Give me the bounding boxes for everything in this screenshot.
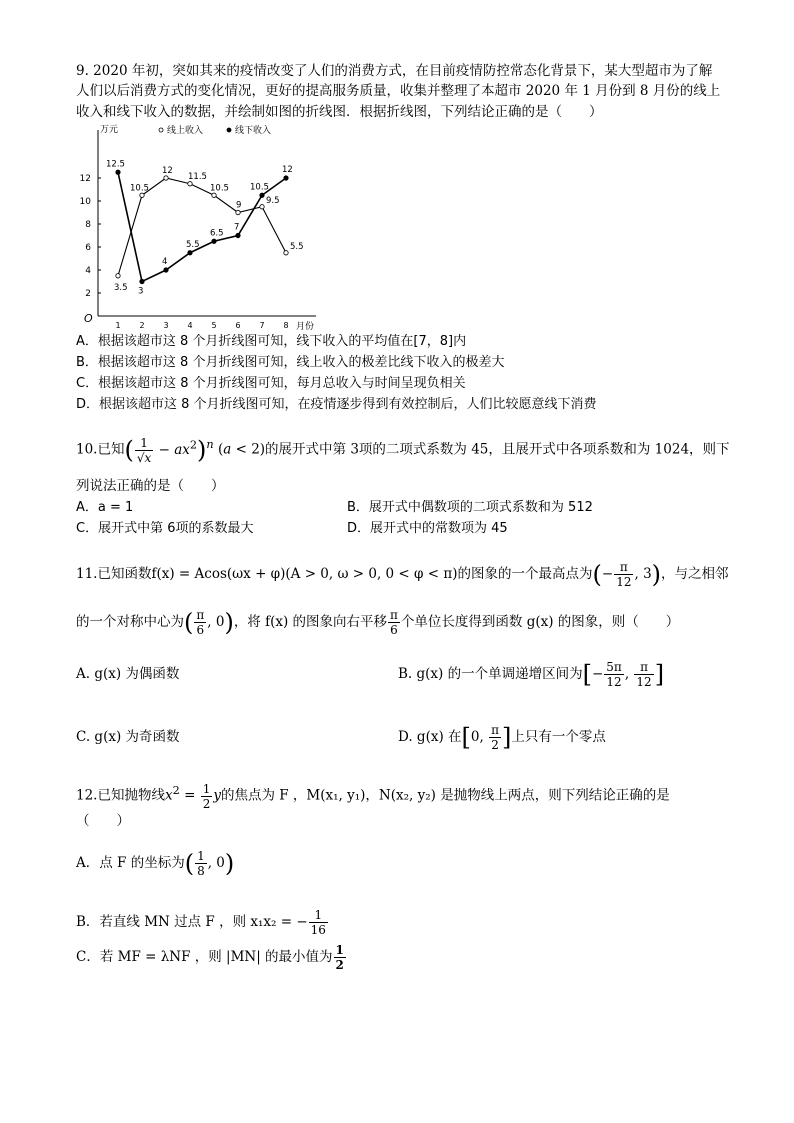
q9-option-b[interactable]: B．根据该超市这 8 个月折线图可知，线上收入的极差比线下收入的极差大 bbox=[76, 355, 505, 370]
x-tick-label: 5 bbox=[211, 321, 217, 330]
x-tick-label: 3 bbox=[163, 321, 169, 330]
y-axis-label: 万元 bbox=[100, 125, 119, 135]
data-label: 12.5 bbox=[106, 159, 125, 170]
data-point bbox=[188, 251, 192, 255]
q11-option-a[interactable]: A. g(x) 为偶函数 bbox=[76, 666, 180, 682]
data-point bbox=[212, 239, 216, 243]
data-label: 10.5 bbox=[250, 182, 269, 193]
q12-option-a-label: A．点 F 的坐标为 bbox=[76, 855, 185, 871]
x-tick-label: 6 bbox=[235, 321, 241, 330]
q12-stem: 12.已知抛物线$x^2$ = $\frac{1}{2}$ y的焦点为 F ，M(x₁, y₁)，N(x₂, y₂) 是抛物线上两点，则下列结论正确的是 bbox=[76, 781, 670, 811]
q9-option-d[interactable]: D．根据该超市这 8 个月折线图可知，在疫情逐步得到有效控制后，人们比较愿意线下消费 bbox=[76, 397, 597, 412]
legend-label: 线下收入 bbox=[235, 126, 272, 136]
q10-formula-term: − $ax^2$ bbox=[154, 438, 198, 458]
q11-stem-tail: ，与之相邻 bbox=[661, 566, 729, 582]
q10-option-b[interactable]: B．展开式中偶数项的二项式系数和为 512 bbox=[347, 500, 593, 515]
q10-stem-mid: 的展开式中第 3项的二项式系数为 45，且展开式中各项系数和为 1024，则下 bbox=[265, 441, 730, 458]
q11-line2-c: 个单位长度得到函数 g(x) 的图象，则（ ） bbox=[400, 614, 680, 630]
y-tick-label: 6 bbox=[85, 243, 91, 253]
data-point bbox=[188, 182, 192, 186]
data-point bbox=[164, 268, 168, 272]
data-point bbox=[260, 205, 264, 209]
y-tick-label: 2 bbox=[85, 289, 91, 299]
q10-prefix: 10.已知 bbox=[76, 441, 125, 458]
data-point bbox=[236, 210, 240, 214]
data-point bbox=[284, 251, 288, 255]
q11-option-d-label: D. g(x) 在 bbox=[398, 729, 462, 745]
q11-stem: 11.已知函数f(x) = Acos(ωx + φ)(A > 0, ω > 0, 0 < φ < π)的图象的一个最高点为(− $\frac{\pi}{12}$ , 3)，与之相邻 bbox=[76, 560, 729, 589]
data-label: 5.5 bbox=[290, 241, 304, 252]
data-point bbox=[116, 274, 120, 278]
q11-option-b-label: B. g(x) 的一个单调递增区间为 bbox=[398, 666, 583, 682]
q11-line2-b: ，将 f(x) 的图象向右平移 bbox=[233, 614, 388, 630]
data-label: 10.5 bbox=[210, 183, 229, 194]
data-point bbox=[236, 233, 240, 237]
data-point bbox=[284, 176, 288, 180]
data-label: 6.5 bbox=[210, 228, 224, 239]
q12-option-c[interactable]: C．若 MF = λNF ，则 |MN| 的最小值为 $\frac{1}{2}$ bbox=[76, 943, 344, 972]
data-label: 10.5 bbox=[130, 183, 149, 194]
data-label: 4 bbox=[162, 257, 168, 267]
q10-fraction: $\frac{1}{√x}$ bbox=[136, 435, 152, 465]
q12-option-c-label: C．若 MF = λNF ，则 |MN| 的最小值为 bbox=[76, 949, 333, 965]
q11-line-2: 的一个对称中心为( $\frac{\pi}{6}$ , 0)，将 f(x) 的图象向右平移 $\frac{\pi}{6}$ 个单位长度得到函数 g(x) 的图象，则（ ） bbox=[76, 608, 680, 637]
data-label: 3 bbox=[138, 286, 144, 297]
x-axis-label: 月份 bbox=[296, 322, 315, 332]
q10-formula-paren: ( bbox=[124, 436, 134, 464]
data-label: 12 bbox=[282, 165, 293, 175]
y-tick-label: 12 bbox=[79, 174, 91, 184]
q10-option-d[interactable]: D．展开式中的常数项为 45 bbox=[347, 521, 508, 536]
q11-option-b[interactable]: B. g(x) 的一个单调递增区间为[− $\frac{5\pi}{12}$ , $\frac{\pi}{12}$ ] bbox=[398, 660, 665, 689]
q10-option-c[interactable]: C．展开式中第 6项的系数最大 bbox=[76, 521, 254, 536]
q12-option-b[interactable]: B．若直线 MN 过点 F ，则 x₁x₂ = − $\frac{1}{16}$ bbox=[76, 908, 326, 937]
data-label: 9.5 bbox=[266, 195, 280, 206]
data-point bbox=[212, 193, 216, 197]
data-label: 3.5 bbox=[114, 282, 128, 293]
data-point bbox=[140, 279, 144, 283]
q12-option-a[interactable]: A．点 F 的坐标为( $\frac{1}{8}$ , 0) bbox=[76, 849, 235, 878]
y-tick-label: 10 bbox=[79, 197, 91, 207]
q11-prefix: 11.已知函数 bbox=[76, 566, 152, 582]
q11-stem-mid: 的图象的一个最高点为 bbox=[457, 566, 593, 582]
q11-option-c[interactable]: C. g(x) 为奇函数 bbox=[76, 729, 180, 745]
q11-option-d[interactable]: D. g(x) 在[0, $\frac{\pi}{2}$ ]上只有一个零点 bbox=[398, 723, 606, 752]
data-point bbox=[164, 176, 168, 180]
q10-line-2: 列说法正确的是（ ） bbox=[76, 478, 225, 494]
data-point bbox=[140, 193, 144, 197]
q12-stem-mid: 的焦点为 F ，M(x₁, y₁)，N(x₂, y₂) 是抛物线上两点，则下列结论正确的是 bbox=[220, 787, 670, 804]
q12-line-2: （ ） bbox=[76, 813, 130, 829]
q10-option-a[interactable]: A．a = 1 bbox=[76, 500, 134, 515]
q11-function: f(x) = Acos(ωx + φ)(A > 0, ω > 0, 0 < φ < π) bbox=[151, 566, 458, 582]
q9-line-1: 9. 2020 年初，突如其来的疫情改变了人们的消费方式，在目前疫情防控常态化背景下，某大型超市为了解 bbox=[76, 63, 713, 79]
y-tick-label: 4 bbox=[85, 266, 91, 276]
data-point bbox=[260, 193, 264, 197]
q9-option-a[interactable]: A．根据该超市这 8 个月折线图可知，线下收入的平均值在[7，8]内 bbox=[76, 334, 467, 349]
origin-label: O bbox=[84, 312, 93, 325]
x-tick-label: 7 bbox=[259, 321, 265, 330]
data-label: 12 bbox=[162, 166, 173, 176]
q9-line-2: 人们以后消费方式的变化情况，更好的提高服务质量，收集并整理了本超市 2020 年 1 月份到 8 月份的线上 bbox=[76, 83, 721, 99]
q11-option-d-tail: 上只有一个零点 bbox=[511, 729, 606, 745]
x-tick-label: 1 bbox=[115, 321, 121, 330]
q11-line2-a: 的一个对称中心为 bbox=[76, 614, 184, 630]
income-line-chart bbox=[76, 122, 376, 332]
y-tick-label: 8 bbox=[85, 220, 91, 230]
q12-option-b-label: B．若直线 MN 过点 F ，则 x₁x₂ = − bbox=[76, 914, 308, 930]
legend-marker bbox=[159, 128, 163, 132]
q9-line-3: 收入和线下收入的数据，并绘制如图的折线图．根据折线图，下列结论正确的是（ ） bbox=[76, 104, 603, 120]
q12-prefix: 12.已知抛物线 bbox=[76, 787, 165, 804]
x-tick-label: 2 bbox=[139, 321, 145, 330]
legend-label: 线上收入 bbox=[167, 126, 204, 136]
data-point bbox=[116, 170, 120, 174]
data-label: 11.5 bbox=[188, 171, 207, 182]
x-tick-label: 4 bbox=[187, 321, 193, 330]
data-label: 9 bbox=[236, 200, 242, 211]
x-tick-label: 8 bbox=[283, 321, 289, 330]
legend-marker bbox=[227, 128, 231, 132]
q9-option-c[interactable]: C．根据该超市这 8 个月折线图可知，每月总收入与时间呈现负相关 bbox=[76, 376, 466, 391]
q10-stem: 10.已知( $\frac{1}{√x}$ − $ax^2)^n$ (a < 2)的展开式中第 3项的二项式系数为 45，且展开式中各项系数和为 1024，则下 bbox=[76, 435, 730, 465]
data-label: 7 bbox=[234, 222, 240, 233]
data-label: 5.5 bbox=[186, 239, 200, 250]
